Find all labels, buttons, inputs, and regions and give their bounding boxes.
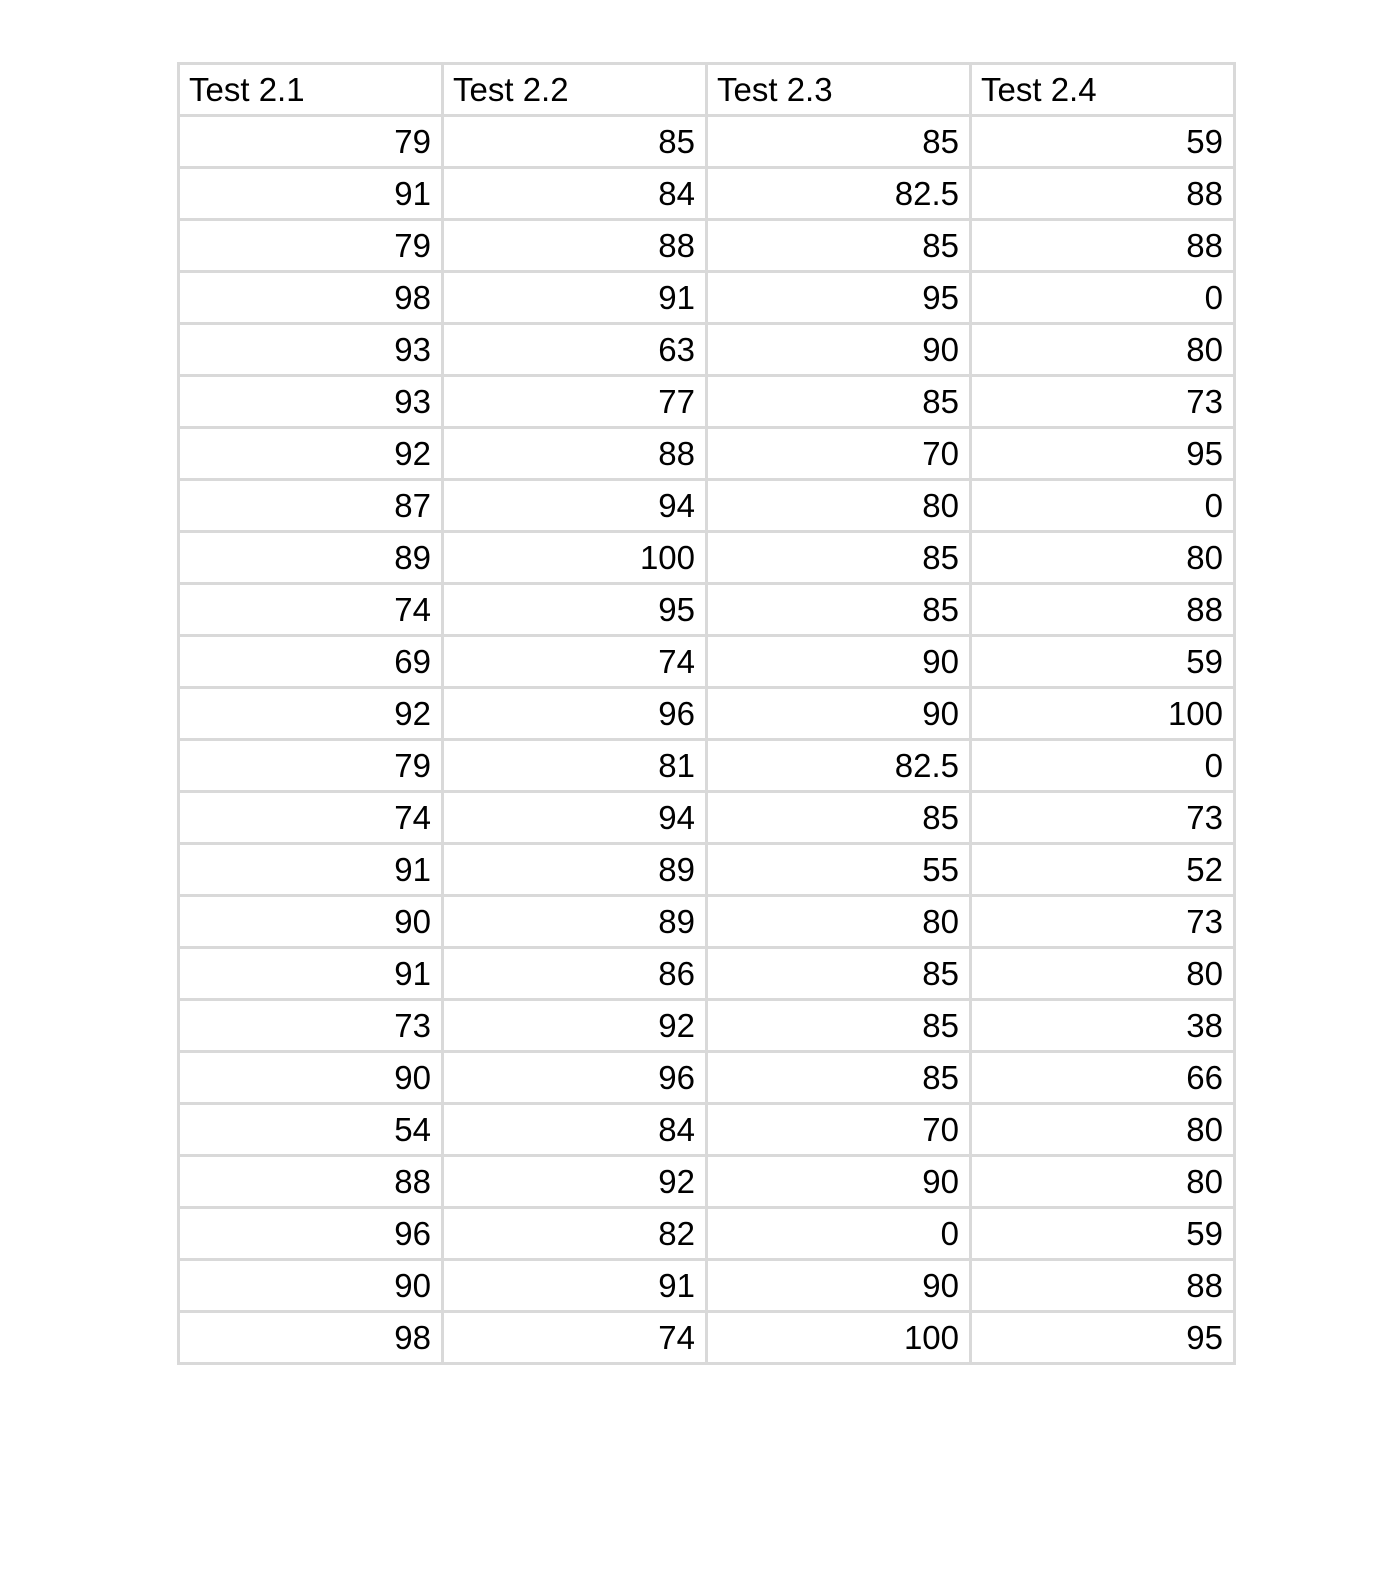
table-cell[interactable]: 38: [971, 1000, 1235, 1052]
table-cell[interactable]: 98: [179, 1312, 443, 1364]
table-cell[interactable]: 95: [971, 428, 1235, 480]
table-cell[interactable]: 91: [179, 844, 443, 896]
table-cell[interactable]: 0: [971, 740, 1235, 792]
table-row: [179, 116, 1235, 168]
table-cell[interactable]: 80: [971, 324, 1235, 376]
table-cell[interactable]: 90: [179, 1260, 443, 1312]
table-cell[interactable]: 88: [971, 220, 1235, 272]
table-row: [179, 1260, 1235, 1312]
column-header[interactable]: Test 2.1: [179, 64, 443, 116]
table-row: [179, 896, 1235, 948]
table-cell[interactable]: 81: [443, 740, 707, 792]
table-cell[interactable]: 74: [179, 792, 443, 844]
table-cell[interactable]: 95: [443, 584, 707, 636]
column-header[interactable]: Test 2.4: [971, 64, 1235, 116]
table-cell[interactable]: 80: [971, 532, 1235, 584]
table-cell[interactable]: 82.5: [707, 740, 971, 792]
table-cell[interactable]: 73: [971, 792, 1235, 844]
table-cell[interactable]: 85: [707, 220, 971, 272]
table-cell[interactable]: 85: [707, 376, 971, 428]
table-cell[interactable]: 90: [179, 896, 443, 948]
table-cell[interactable]: 84: [443, 168, 707, 220]
table-cell[interactable]: 90: [707, 324, 971, 376]
table-cell[interactable]: 63: [443, 324, 707, 376]
table-cell[interactable]: 79: [179, 116, 443, 168]
table-cell[interactable]: 93: [179, 376, 443, 428]
table-cell[interactable]: 70: [707, 428, 971, 480]
table-cell[interactable]: 0: [971, 480, 1235, 532]
table-row: [179, 1104, 1235, 1156]
table-row: [179, 168, 1235, 220]
table-cell[interactable]: 85: [707, 116, 971, 168]
table-cell[interactable]: 92: [443, 1000, 707, 1052]
table-cell[interactable]: 93: [179, 324, 443, 376]
table-row: [179, 792, 1235, 844]
table-cell[interactable]: 82: [443, 1208, 707, 1260]
table-cell[interactable]: 96: [443, 688, 707, 740]
table-cell[interactable]: 94: [443, 480, 707, 532]
table-cell[interactable]: 92: [179, 428, 443, 480]
table-cell[interactable]: 91: [443, 272, 707, 324]
table-row: [179, 1000, 1235, 1052]
table-row: [179, 1156, 1235, 1208]
table-cell[interactable]: 59: [971, 116, 1235, 168]
table-cell[interactable]: 88: [443, 220, 707, 272]
table-cell[interactable]: 85: [707, 532, 971, 584]
table-cell[interactable]: 79: [179, 220, 443, 272]
table-cell[interactable]: 96: [443, 1052, 707, 1104]
table-cell[interactable]: 74: [443, 636, 707, 688]
table-cell[interactable]: 52: [971, 844, 1235, 896]
table-cell[interactable]: 77: [443, 376, 707, 428]
table-cell[interactable]: 90: [707, 636, 971, 688]
table-cell[interactable]: 92: [443, 1156, 707, 1208]
scores-table: [177, 62, 1236, 1365]
table-cell[interactable]: 59: [971, 636, 1235, 688]
table-row: [179, 272, 1235, 324]
table-cell[interactable]: 0: [971, 272, 1235, 324]
table-cell[interactable]: 90: [707, 1260, 971, 1312]
table-cell[interactable]: 100: [971, 688, 1235, 740]
table-cell[interactable]: 89: [179, 532, 443, 584]
table-cell[interactable]: 73: [971, 896, 1235, 948]
table-row: [179, 636, 1235, 688]
table-cell[interactable]: 91: [443, 1260, 707, 1312]
table-cell[interactable]: 59: [971, 1208, 1235, 1260]
table-cell[interactable]: 91: [179, 948, 443, 1000]
table-cell[interactable]: 94: [443, 792, 707, 844]
table-cell[interactable]: 96: [179, 1208, 443, 1260]
table-cell[interactable]: 73: [971, 376, 1235, 428]
table-cell[interactable]: 98: [179, 272, 443, 324]
table-cell[interactable]: 88: [179, 1156, 443, 1208]
table-cell[interactable]: 91: [179, 168, 443, 220]
column-header[interactable]: Test 2.3: [707, 64, 971, 116]
table-cell[interactable]: 89: [443, 896, 707, 948]
table-cell[interactable]: 90: [707, 1156, 971, 1208]
table-cell[interactable]: 90: [179, 1052, 443, 1104]
table-cell[interactable]: 80: [971, 1104, 1235, 1156]
table-cell[interactable]: 85: [707, 584, 971, 636]
table-row: [179, 1208, 1235, 1260]
table-cell[interactable]: 85: [707, 948, 971, 1000]
table-cell[interactable]: 80: [971, 948, 1235, 1000]
table-cell[interactable]: 70: [707, 1104, 971, 1156]
table-body: [179, 116, 1235, 1364]
table-row: [179, 532, 1235, 584]
table-cell[interactable]: 84: [443, 1104, 707, 1156]
table-cell[interactable]: 0: [707, 1208, 971, 1260]
table-cell[interactable]: 66: [971, 1052, 1235, 1104]
table-row: [179, 584, 1235, 636]
table-row: [179, 220, 1235, 272]
table-cell[interactable]: 92: [179, 688, 443, 740]
table-cell[interactable]: 54: [179, 1104, 443, 1156]
table-cell[interactable]: 88: [971, 168, 1235, 220]
table-row: [179, 376, 1235, 428]
table-cell[interactable]: 100: [443, 532, 707, 584]
table-cell[interactable]: 87: [179, 480, 443, 532]
table-row: [179, 844, 1235, 896]
header-row: [179, 64, 1235, 116]
table-cell[interactable]: 74: [443, 1312, 707, 1364]
table-row: [179, 1052, 1235, 1104]
table-cell[interactable]: 88: [971, 1260, 1235, 1312]
table-cell[interactable]: 79: [179, 740, 443, 792]
table-cell[interactable]: 90: [707, 688, 971, 740]
table-row: [179, 480, 1235, 532]
table-cell[interactable]: 88: [443, 428, 707, 480]
table-row: [179, 324, 1235, 376]
table-cell[interactable]: 86: [443, 948, 707, 1000]
table-cell[interactable]: 82.5: [707, 168, 971, 220]
table-cell[interactable]: 73: [179, 1000, 443, 1052]
table-cell[interactable]: 95: [707, 272, 971, 324]
column-header[interactable]: Test 2.2: [443, 64, 707, 116]
table-row: [179, 740, 1235, 792]
table-row: [179, 1312, 1235, 1364]
table-cell[interactable]: 69: [179, 636, 443, 688]
table-cell[interactable]: 85: [707, 792, 971, 844]
table-cell[interactable]: 85: [443, 116, 707, 168]
table-row: [179, 948, 1235, 1000]
table-cell[interactable]: 100: [707, 1312, 971, 1364]
table-cell[interactable]: 80: [707, 480, 971, 532]
table-cell[interactable]: 74: [179, 584, 443, 636]
table-cell[interactable]: 89: [443, 844, 707, 896]
table-cell[interactable]: 80: [971, 1156, 1235, 1208]
table-row: [179, 688, 1235, 740]
table-cell[interactable]: 85: [707, 1000, 971, 1052]
table-cell[interactable]: 95: [971, 1312, 1235, 1364]
table-cell[interactable]: 85: [707, 1052, 971, 1104]
table-row: [179, 428, 1235, 480]
table-cell[interactable]: 88: [971, 584, 1235, 636]
table-cell[interactable]: 55: [707, 844, 971, 896]
table-cell[interactable]: 80: [707, 896, 971, 948]
